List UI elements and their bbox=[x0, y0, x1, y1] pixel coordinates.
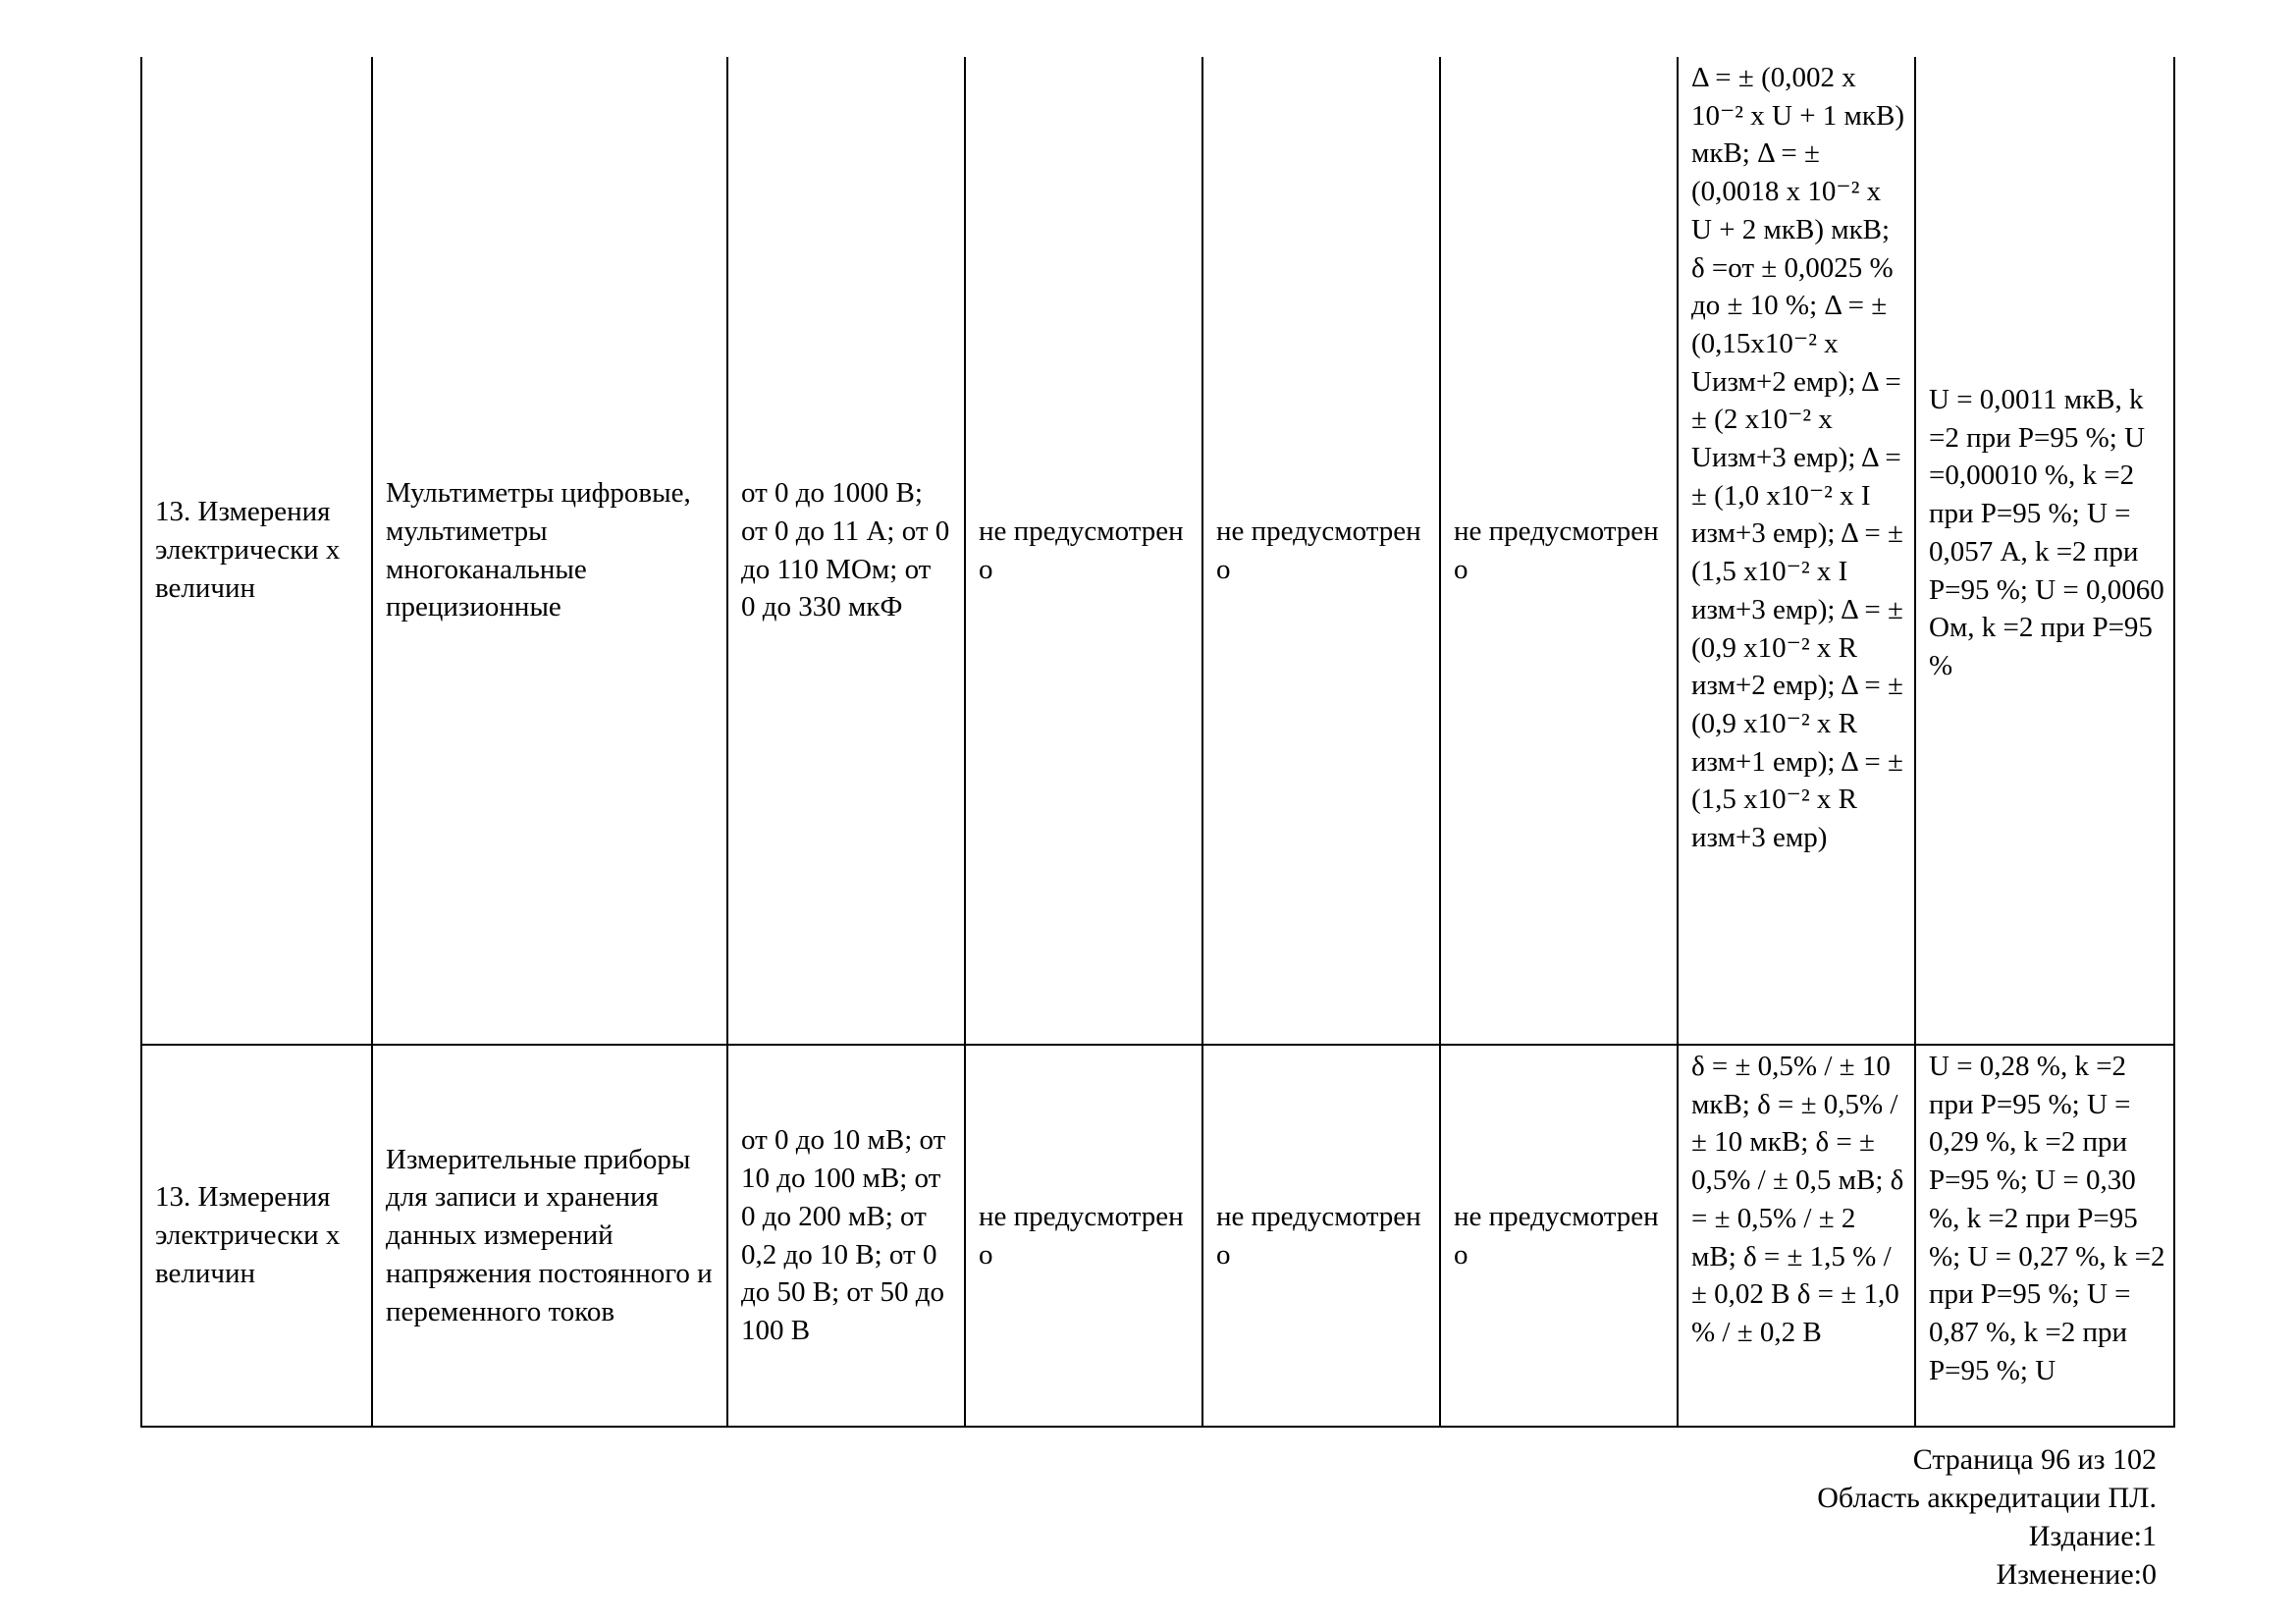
not-provided-cell: не предусмотрен о bbox=[1440, 57, 1678, 1045]
change-label: Изменение:0 bbox=[1996, 1558, 2157, 1591]
measurement-range-cell: от 0 до 1000 В; от 0 до 11 А; от 0 до 110 МОм; от 0 до 330 мкФ bbox=[727, 57, 965, 1045]
page-footer bbox=[1817, 1440, 2157, 1594]
measured-object-cell: Измерительные приборы для записи и хранения данных измерений напряжения постоянного и переменного токов bbox=[372, 1045, 727, 1427]
accreditation-scope-label: Область аккредитации ПЛ. bbox=[1817, 1482, 2157, 1514]
accreditation-scope-table bbox=[140, 57, 2175, 1428]
measured-object-cell: Мультиметры цифровые, мультиметры многоканальные прецизионные bbox=[372, 57, 727, 1045]
page-number: Страница 96 из 102 bbox=[1912, 1443, 2157, 1476]
table-row bbox=[141, 1045, 2174, 1427]
not-provided-cell: не предусмотрен о bbox=[1202, 1045, 1440, 1427]
not-provided-cell: не предусмотрен о bbox=[1440, 1045, 1678, 1427]
not-provided-cell: не предусмотрен о bbox=[1202, 57, 1440, 1045]
measurement-field-cell: 13. Измерения электрически х величин bbox=[141, 1045, 372, 1427]
measurement-range-cell: от 0 до 10 мВ; от 10 до 100 мВ; от 0 до 200 мВ; от 0,2 до 10 В; от 0 до 50 В; от 50 до 100 В bbox=[727, 1045, 965, 1427]
uncertainty-cell: U = 0,0011 мкВ, k =2 при Р=95 %; U =0,00010 %, k =2 при Р=95 %; U = 0,057 А, k =2 при Р=95 %; U = 0,0060 Ом, k =2 при Р=95 % bbox=[1915, 57, 2174, 1045]
measurement-field-cell: 13. Измерения электрически х величин bbox=[141, 57, 372, 1045]
accuracy-cell: δ = ± 0,5% / ± 10 мкВ; δ = ± 0,5% / ± 10 мкВ; δ = ± 0,5% / ± 0,5 мВ; δ = ± 0,5% / ± 2 мВ; δ = ± 1,5 % / ± 0,02 В δ = ± 1,0 % / ± 0,2 В bbox=[1678, 1045, 1915, 1427]
accuracy-cell: Δ = ± (0,002 х 10⁻² х U + 1 мкВ) мкВ; Δ = ± (0,0018 х 10⁻² х U + 2 мкВ) мкВ; δ =от ± 0,0025 % до ± 10 %; Δ = ± (0,15х10⁻² х Uизм+2 емр); Δ = ± (2 х10⁻² х Uизм+3 емр); Δ = ± (1,0 х10⁻² х I изм+3 емр); Δ = ± (1,5 х10⁻² х I изм+3 емр); Δ = ± (0,9 х10⁻² х R изм+2 емр); Δ = ± (0,9 х10⁻² х R изм+1 емр); Δ = ± (1,5 х10⁻² х R изм+3 емр) bbox=[1678, 57, 1915, 1045]
not-provided-cell: не предусмотрен о bbox=[965, 1045, 1202, 1427]
not-provided-cell: не предусмотрен о bbox=[965, 57, 1202, 1045]
edition-label: Издание:1 bbox=[2028, 1520, 2157, 1552]
table-row bbox=[141, 57, 2174, 1045]
uncertainty-cell: U = 0,28 %, k =2 при Р=95 %; U = 0,29 %, k =2 при Р=95 %; U = 0,30 %, k =2 при Р=95 %; U = 0,27 %, k =2 при Р=95 %; U = 0,87 %, k =2 при Р=95 %; U bbox=[1915, 1045, 2174, 1427]
